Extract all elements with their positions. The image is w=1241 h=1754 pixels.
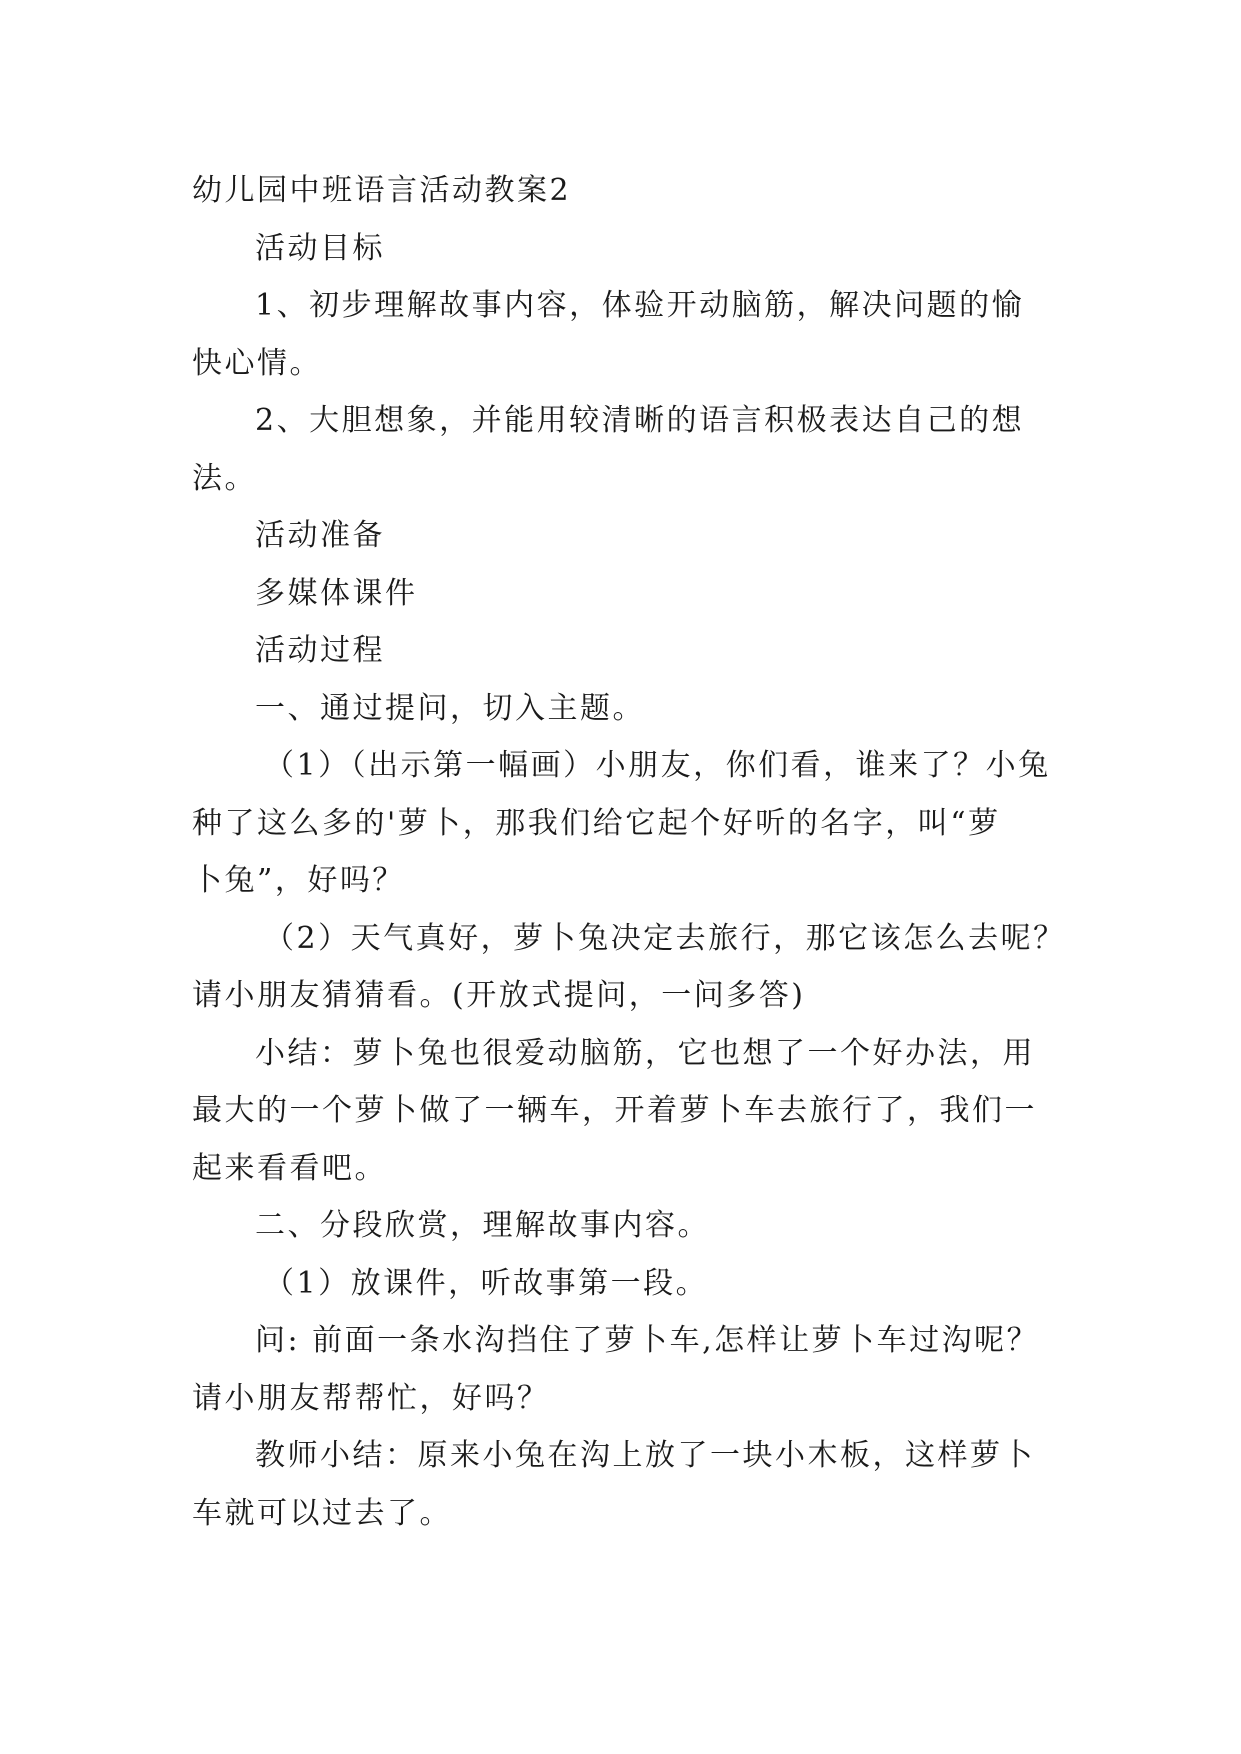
paragraph-line: 2、大胆想象，并能用较清晰的语言积极表达自己的想 [255, 403, 1025, 438]
paragraph-line: （2）天气真好，萝卜兔决定去旅行，那它该怎么去呢？ [264, 920, 1066, 956]
paragraph-line: 请小朋友猜猜看。(开放式提问，一问多答) [192, 978, 806, 1013]
paragraph-line: 种了这么多的'萝卜，那我们给它起个好听的名字，叫“萝 [192, 805, 1001, 841]
document-body [192, 162, 1066, 1542]
paragraph-line: 请小朋友帮帮忙，好吗？ [192, 1380, 550, 1416]
paragraph-line: 小结：萝卜兔也很爱动脑筋，它也想了一个好办法，用 [255, 1035, 1035, 1071]
paragraph-line: 问: 前面一条水沟挡住了萝卜车,怎样让萝卜车过沟呢？ [255, 1323, 1040, 1358]
paragraph-line: 法。 [192, 460, 257, 496]
paragraph-line: （1）（出示第一幅画）小朋友，你们看，谁来了？小兔 [264, 748, 1051, 783]
paragraph-line: 多媒体课件 [255, 575, 418, 611]
section-heading-process: 活动过程 [255, 633, 385, 668]
paragraph-line: 二、分段欣赏，理解故事内容。 [255, 1208, 710, 1243]
document-title: 幼儿园中班语言活动教案2 [192, 173, 572, 208]
section-heading-preparation: 活动准备 [255, 518, 385, 553]
paragraph-line: 车就可以过去了。 [192, 1495, 452, 1531]
paragraph-line: 最大的一个萝卜做了一辆车，开着萝卜车去旅行了，我们一 [192, 1093, 1037, 1128]
paragraph-line: 1、初步理解故事内容，体验开动脑筋，解决问题的愉 [255, 288, 1025, 323]
paragraph-line: 起来看看吧。 [192, 1150, 387, 1186]
paragraph-line: 一、通过提问，切入主题。 [255, 690, 645, 726]
paragraph-line: 快心情。 [192, 345, 322, 381]
section-heading-goals: 活动目标 [255, 230, 385, 266]
paragraph-line: 教师小结：原来小兔在沟上放了一块小木板，这样萝卜 [255, 1438, 1035, 1473]
paragraph-line: 卜兔”，好吗？ [192, 863, 405, 898]
paragraph-line: （1）放课件，听故事第一段。 [264, 1265, 709, 1301]
